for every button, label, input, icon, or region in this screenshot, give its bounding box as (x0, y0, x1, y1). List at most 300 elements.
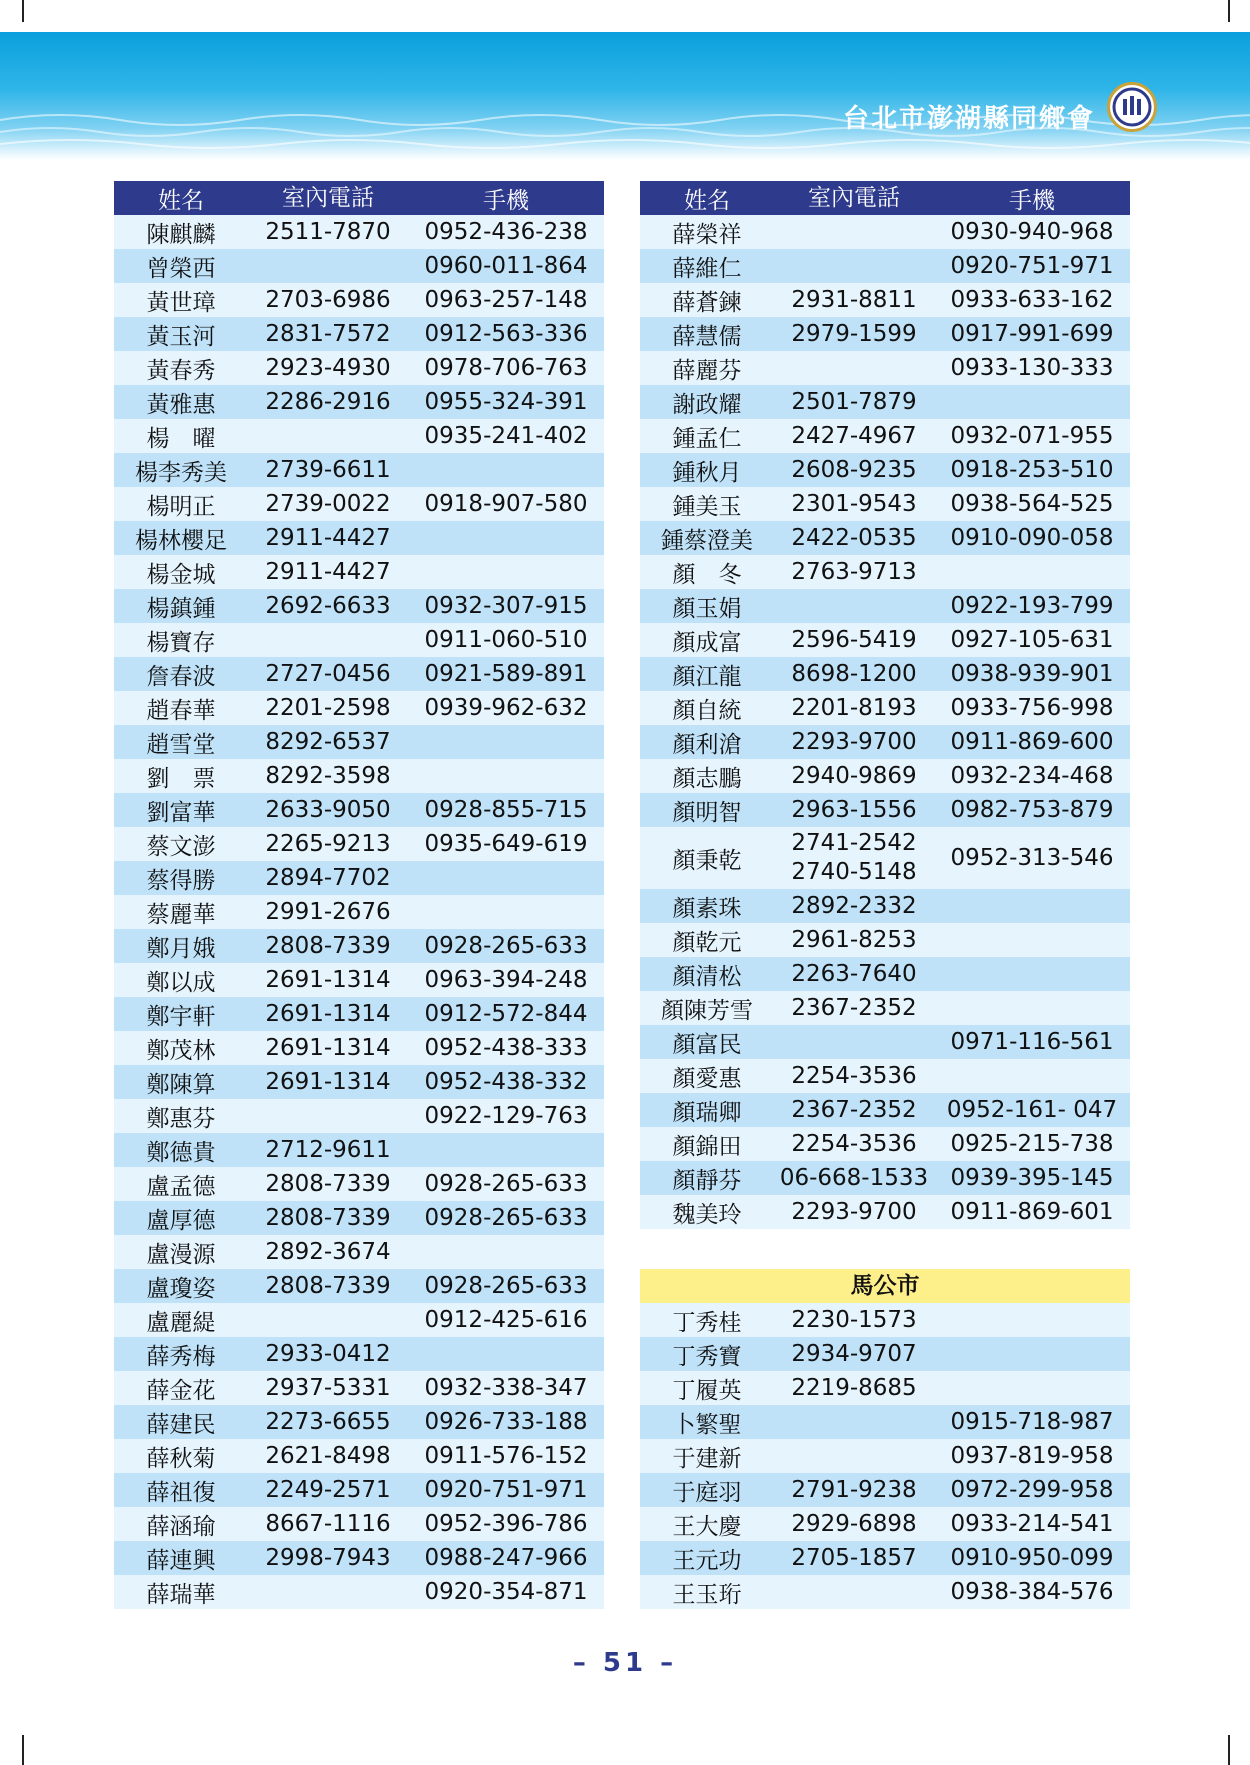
member-name: 顏素珠 (672, 895, 742, 922)
table-row (114, 419, 604, 453)
mobile-phone: 0963-257-148 (424, 287, 588, 313)
member-name: 薛祖復 (146, 1479, 216, 1506)
mobile-phone: 0972-299-958 (950, 1477, 1114, 1503)
table-row (640, 1303, 1130, 1337)
mobile-phone: 0928-855-715 (424, 797, 588, 823)
mobile-phone: 0935-241-402 (424, 423, 588, 449)
home-phone-number: 2963-1556 (791, 796, 917, 823)
organization-logo-icon (1107, 82, 1157, 132)
home-phone (774, 829, 934, 887)
mobile-phone: 0952-161- 047 (946, 1097, 1118, 1123)
table-row (640, 1059, 1130, 1093)
home-phone-number: 2201-8193 (791, 694, 917, 721)
home-phone-number: 8292-3598 (265, 762, 391, 789)
mobile-phone: 0928-265-633 (424, 1273, 588, 1299)
home-phone-number: 2741-2542 (791, 830, 917, 856)
mobile-phone: 0910-950-099 (950, 1545, 1114, 1571)
home-phone (774, 1130, 934, 1159)
home-phone-number: 2703-6986 (265, 286, 391, 313)
home-phone-number: 2727-0456 (265, 660, 391, 687)
member-name: 鍾孟仁 (672, 425, 742, 452)
member-name: 黃世璋 (146, 289, 216, 316)
mobile-phone: 0930-940-968 (950, 219, 1114, 245)
home-phone-number: 2831-7572 (265, 320, 391, 347)
home-phone-number: 2739-6611 (265, 456, 391, 483)
table-row (114, 793, 604, 827)
table-row (640, 283, 1130, 317)
table-row (114, 895, 604, 929)
member-name: 薛秀梅 (146, 1343, 216, 1370)
home-phone (248, 286, 408, 315)
home-phone-number: 2691-1314 (265, 966, 391, 993)
mobile-phone: 0933-130-333 (950, 355, 1114, 381)
table-row (114, 317, 604, 351)
member-name: 黃玉河 (146, 323, 216, 350)
column-mobile-header: 手機 (1009, 187, 1055, 214)
home-phone-number: 2633-9050 (265, 796, 391, 823)
member-name: 于庭羽 (672, 1479, 742, 1506)
mobile-phone: 0932-234-468 (950, 763, 1114, 789)
member-name: 顏自統 (672, 697, 742, 724)
mobile-phone: 0952-313-546 (950, 845, 1114, 871)
home-phone (774, 320, 934, 349)
member-name: 楊林櫻足 (135, 527, 227, 554)
table-row (640, 1127, 1130, 1161)
member-name: 盧孟德 (146, 1173, 216, 1200)
home-phone (248, 1442, 408, 1471)
home-phone-number: 8698-1200 (791, 660, 917, 687)
home-phone-number: 06-668-1533 (779, 1164, 929, 1191)
member-name: 顏玉娟 (672, 595, 742, 622)
table-row (640, 957, 1130, 991)
home-phone-number: 2691-1314 (265, 1034, 391, 1061)
table-row (114, 1575, 604, 1609)
member-name: 盧瓊姿 (146, 1275, 216, 1302)
home-phone-number: 2808-7339 (265, 1272, 391, 1299)
table-row (114, 827, 604, 861)
table-row (640, 1439, 1130, 1473)
home-phone-number: 2979-1599 (791, 320, 917, 347)
home-phone-number: 2422-0535 (791, 524, 917, 551)
home-phone (774, 490, 934, 519)
table-body (640, 1303, 1130, 1609)
mobile-phone: 0911-869-600 (950, 729, 1114, 755)
table-row (114, 1439, 604, 1473)
home-phone (774, 286, 934, 315)
member-name: 卜繁聖 (672, 1411, 742, 1438)
home-phone-number: 2929-6898 (791, 1510, 917, 1537)
home-phone-number: 2892-3674 (265, 1238, 391, 1265)
home-phone-number: 2286-2916 (265, 388, 391, 415)
home-phone (248, 796, 408, 825)
table-row (114, 1099, 604, 1133)
mobile-phone: 0938-564-525 (950, 491, 1114, 517)
home-phone-number: 2739-0022 (265, 490, 391, 517)
member-name: 趙春華 (146, 697, 216, 724)
member-name: 楊金城 (146, 561, 216, 588)
home-phone-number: 2254-3536 (791, 1130, 917, 1157)
member-name: 劉富華 (146, 799, 216, 826)
home-phone (248, 830, 408, 859)
mobile-phone: 0952-396-786 (424, 1511, 588, 1537)
mobile-phone: 0938-939-901 (950, 661, 1114, 687)
member-name: 陳麒麟 (146, 221, 216, 248)
crop-mark (1228, 1735, 1230, 1765)
home-phone (774, 558, 934, 587)
home-phone-number: 2892-2332 (791, 892, 917, 919)
home-phone-number: 2940-9869 (791, 762, 917, 789)
home-phone (248, 1136, 408, 1165)
home-phone (774, 694, 934, 723)
home-phone-number: 2293-9700 (791, 1198, 917, 1225)
mobile-phone: 0988-247-966 (424, 1545, 588, 1571)
table-row (640, 1541, 1130, 1575)
table-row (114, 1167, 604, 1201)
mobile-phone: 0915-718-987 (950, 1409, 1114, 1435)
member-name: 丁秀寶 (672, 1343, 742, 1370)
member-name: 于建新 (672, 1445, 742, 1472)
table-row (640, 1161, 1130, 1195)
seal-icon (1110, 85, 1154, 129)
member-name: 王元功 (672, 1547, 742, 1574)
home-phone (248, 966, 408, 995)
mobile-phone: 0955-324-391 (424, 389, 588, 415)
home-phone-number: 2691-1314 (265, 1000, 391, 1027)
table-row (114, 1541, 604, 1575)
table-row (640, 991, 1130, 1025)
member-name: 鄭以成 (146, 969, 216, 996)
column-name-header: 姓名 (684, 187, 730, 214)
home-phone-number: 2273-6655 (265, 1408, 391, 1435)
table-row (640, 215, 1130, 249)
home-phone (248, 456, 408, 485)
member-name: 劉 票 (146, 765, 216, 792)
table-row (640, 1195, 1130, 1229)
member-name: 謝政耀 (672, 391, 742, 418)
member-name: 盧厚德 (146, 1207, 216, 1234)
mobile-phone: 0928-265-633 (424, 1171, 588, 1197)
member-name: 黃春秀 (146, 357, 216, 384)
table-body (114, 215, 604, 1609)
mobile-phone: 0920-751-971 (950, 253, 1114, 279)
table-row (640, 623, 1130, 657)
member-name: 薛慧儒 (672, 323, 742, 350)
home-phone (774, 1198, 934, 1227)
member-name: 薛金花 (146, 1377, 216, 1404)
home-phone (248, 1170, 408, 1199)
home-phone (774, 660, 934, 689)
table-row (114, 759, 604, 793)
home-phone (248, 490, 408, 519)
table-row (640, 923, 1130, 957)
table-row (640, 1473, 1130, 1507)
member-name: 黃雅惠 (146, 391, 216, 418)
table-row (640, 1405, 1130, 1439)
mobile-phone: 0922-193-799 (950, 593, 1114, 619)
mobile-phone: 0911-869-601 (950, 1199, 1114, 1225)
table-row (640, 1575, 1130, 1609)
home-phone (248, 864, 408, 893)
page-number: – 51 – (572, 1648, 678, 1678)
member-name: 楊李秀美 (135, 459, 227, 486)
home-phone-number: 2808-7339 (265, 1204, 391, 1231)
home-phone-number: 2254-3536 (791, 1062, 917, 1089)
home-phone (248, 660, 408, 689)
table-row (640, 317, 1130, 351)
home-phone (248, 932, 408, 961)
table-row (114, 1235, 604, 1269)
table-row (114, 521, 604, 555)
home-phone (774, 1096, 934, 1125)
mobile-phone: 0928-265-633 (424, 1205, 588, 1231)
member-name: 王玉珩 (672, 1581, 742, 1608)
member-name: 鄭月娥 (146, 935, 216, 962)
home-phone (248, 320, 408, 349)
table-row (114, 929, 604, 963)
table-row (114, 861, 604, 895)
mobile-phone: 0910-090-058 (950, 525, 1114, 551)
mobile-phone: 0939-395-145 (950, 1165, 1114, 1191)
home-phone-number: 2608-9235 (791, 456, 917, 483)
table-row (640, 1337, 1130, 1371)
table-row (114, 1065, 604, 1099)
mobile-phone: 0928-265-633 (424, 933, 588, 959)
home-phone-number: 2230-1573 (791, 1306, 917, 1333)
home-phone (774, 796, 934, 825)
home-phone (774, 422, 934, 451)
left-contact-table (114, 181, 604, 1609)
table-row (114, 623, 604, 657)
member-name: 顏錦田 (672, 1133, 742, 1160)
table-row (640, 487, 1130, 521)
member-name: 顏明智 (672, 799, 742, 826)
member-name: 顏靜芬 (672, 1167, 742, 1194)
home-phone (774, 994, 934, 1023)
table-row (640, 793, 1130, 827)
home-phone-number-secondary: 2740-5148 (791, 859, 917, 885)
home-phone (774, 1544, 934, 1573)
member-name: 鄭茂林 (146, 1037, 216, 1064)
home-phone-number: 2894-7702 (265, 864, 391, 891)
mobile-phone: 0925-215-738 (950, 1131, 1114, 1157)
table-row (114, 283, 604, 317)
mobile-phone: 0911-576-152 (424, 1443, 588, 1469)
home-phone-number: 2808-7339 (265, 932, 391, 959)
table-row (640, 889, 1130, 923)
home-phone-number: 2931-8811 (791, 286, 917, 313)
table-row (114, 555, 604, 589)
mobile-phone: 0952-436-238 (424, 219, 588, 245)
member-name: 鄭陳算 (146, 1071, 216, 1098)
table-row (114, 725, 604, 759)
home-phone-number: 2293-9700 (791, 728, 917, 755)
header-band (0, 32, 1250, 160)
mobile-phone: 0927-105-631 (950, 627, 1114, 653)
home-phone-number: 2263-7640 (791, 960, 917, 987)
home-phone (248, 1204, 408, 1233)
home-phone (248, 1510, 408, 1539)
table-row (640, 1025, 1130, 1059)
home-phone (774, 960, 934, 989)
home-phone (248, 1000, 408, 1029)
member-name: 楊鎮鍾 (146, 595, 216, 622)
mobile-phone: 0978-706-763 (424, 355, 588, 381)
member-name: 王大慶 (672, 1513, 742, 1540)
table-row (114, 1031, 604, 1065)
home-phone-number: 2934-9707 (791, 1340, 917, 1367)
home-phone (774, 456, 934, 485)
member-name: 薛維仁 (672, 255, 742, 282)
member-name: 薛建民 (146, 1411, 216, 1438)
home-phone (774, 1306, 934, 1335)
table-row (114, 1201, 604, 1235)
table-row (114, 657, 604, 691)
home-phone (248, 762, 408, 791)
home-phone-number: 2763-9713 (791, 558, 917, 585)
member-name: 顏瑞卿 (672, 1099, 742, 1126)
home-phone-number: 2911-4427 (265, 558, 391, 585)
table-row (640, 521, 1130, 555)
member-name: 蔡文澎 (146, 833, 216, 860)
member-name: 丁秀桂 (672, 1309, 742, 1336)
table-row (114, 1303, 604, 1337)
table-row (640, 657, 1130, 691)
home-phone (774, 1374, 934, 1403)
table-row (640, 691, 1130, 725)
home-phone-number: 2998-7943 (265, 1544, 391, 1571)
member-name: 鍾美玉 (672, 493, 742, 520)
mobile-phone: 0938-384-576 (950, 1579, 1114, 1605)
home-phone-number: 2923-4930 (265, 354, 391, 381)
table-header (114, 181, 604, 215)
table-row (114, 1507, 604, 1541)
section-gap (640, 1229, 1130, 1269)
mobile-phone: 0922-129-763 (424, 1103, 588, 1129)
home-phone (248, 354, 408, 383)
member-name: 薛連興 (146, 1547, 216, 1574)
home-phone-number: 2367-2352 (791, 1096, 917, 1123)
home-phone-number: 2712-9611 (265, 1136, 391, 1163)
member-name: 顏 冬 (672, 561, 742, 588)
section-title-magong: 馬公市 (640, 1269, 1130, 1303)
mobile-phone: 0920-751-971 (424, 1477, 588, 1503)
table-row (640, 351, 1130, 385)
member-name: 鍾秋月 (672, 459, 742, 486)
table-row (114, 453, 604, 487)
mobile-phone: 0911-060-510 (424, 627, 588, 653)
mobile-phone: 0933-756-998 (950, 695, 1114, 721)
mobile-phone: 0935-649-619 (424, 831, 588, 857)
member-name: 顏江龍 (672, 663, 742, 690)
member-name: 曾榮西 (146, 255, 216, 282)
mobile-phone: 0932-307-915 (424, 593, 588, 619)
mobile-phone: 0921-589-891 (424, 661, 588, 687)
table-body (640, 215, 1130, 1229)
home-phone-number: 2991-2676 (265, 898, 391, 925)
home-phone-number: 2596-5419 (791, 626, 917, 653)
home-phone-number: 2511-7870 (265, 218, 391, 245)
member-name: 顏清松 (672, 963, 742, 990)
table-row (114, 589, 604, 623)
home-phone (248, 1544, 408, 1573)
crop-mark (1228, 0, 1230, 22)
member-name: 鄭德貴 (146, 1139, 216, 1166)
table-row (640, 589, 1130, 623)
home-phone-number: 2911-4427 (265, 524, 391, 551)
member-name: 顏愛惠 (672, 1065, 742, 1092)
mobile-phone: 0971-116-561 (950, 1029, 1114, 1055)
table-row (640, 453, 1130, 487)
home-phone (248, 728, 408, 757)
home-phone (248, 592, 408, 621)
home-phone-number: 2791-9238 (791, 1476, 917, 1503)
home-phone (774, 892, 934, 921)
crop-mark (22, 0, 24, 22)
member-name: 盧漫源 (146, 1241, 216, 1268)
member-name: 薛蒼鍊 (672, 289, 742, 316)
home-phone (774, 728, 934, 757)
home-phone (248, 1272, 408, 1301)
home-phone (774, 1510, 934, 1539)
home-phone (248, 1408, 408, 1437)
table-row (640, 725, 1130, 759)
mobile-phone: 0952-438-332 (424, 1069, 588, 1095)
member-name: 顏成富 (672, 629, 742, 656)
home-phone-number: 2265-9213 (265, 830, 391, 857)
mobile-phone: 0918-907-580 (424, 491, 588, 517)
table-row (114, 963, 604, 997)
home-phone (774, 1476, 934, 1505)
member-name: 鄭宇軒 (146, 1003, 216, 1030)
mobile-phone: 0932-071-955 (950, 423, 1114, 449)
mobile-phone: 0937-819-958 (950, 1443, 1114, 1469)
right-contact-table (640, 181, 1130, 1609)
home-phone-number: 2219-8685 (791, 1374, 917, 1401)
table-row (640, 759, 1130, 793)
table-header (640, 181, 1130, 215)
home-phone (248, 1068, 408, 1097)
home-phone-number: 2249-2571 (265, 1476, 391, 1503)
table-row (114, 1371, 604, 1405)
member-name: 蔡得勝 (146, 867, 216, 894)
home-phone (248, 898, 408, 927)
home-phone (248, 1034, 408, 1063)
member-name: 魏美玲 (672, 1201, 742, 1228)
home-phone-number: 2621-8498 (265, 1442, 391, 1469)
member-name: 薛瑞華 (146, 1581, 216, 1608)
member-name: 薛榮祥 (672, 221, 742, 248)
table-row (114, 1133, 604, 1167)
table-row (114, 1269, 604, 1303)
table-row (114, 351, 604, 385)
table-row (640, 249, 1130, 283)
table-row (640, 1371, 1130, 1405)
member-name: 楊 曜 (146, 425, 216, 452)
table-row (114, 691, 604, 725)
member-name: 鄭惠芬 (146, 1105, 216, 1132)
mobile-phone: 0926-733-188 (424, 1409, 588, 1435)
home-phone-number: 2691-1314 (265, 1068, 391, 1095)
table-row (640, 555, 1130, 589)
table-row (640, 1507, 1130, 1541)
member-name: 楊寶存 (146, 629, 216, 656)
member-name: 顏志鵬 (672, 765, 742, 792)
table-row (114, 249, 604, 283)
member-name: 薛麗芬 (672, 357, 742, 384)
table-row (114, 1473, 604, 1507)
column-name-header: 姓名 (158, 187, 204, 214)
mobile-phone: 0917-991-699 (950, 321, 1114, 347)
